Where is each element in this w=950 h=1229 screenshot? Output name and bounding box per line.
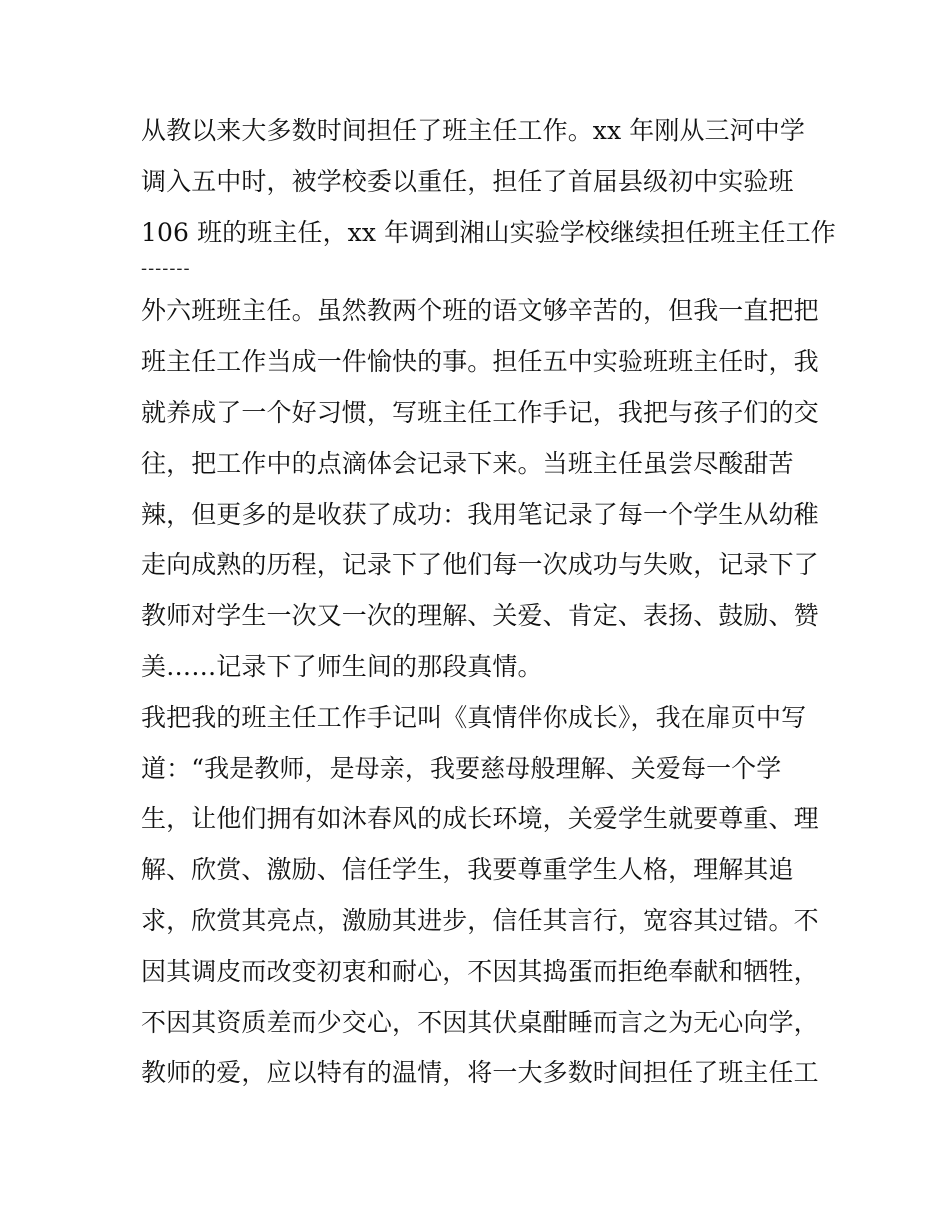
text-line: 辣，但更多的是收获了成功：我用笔记录了每一个学生从幼稚 [141,499,819,529]
text-line: 美……记录下了师生间的那段真情。 [141,651,543,681]
text-line: 解、欣赏、激励、信任学生，我要尊重学生人格，理解其追 [141,855,794,885]
separator-line: ------- [141,258,191,280]
body-text [141,106,836,1099]
text-line: 教师的爱，应以特有的温情，将一大多数时间担任了班主任工 [141,1058,819,1088]
text-line: 从教以来大多数时间担任了班主任工作。xx 年刚从三河中学 [141,116,805,145]
text-line: 外六班班主任。虽然教两个班的语文够辛苦的，但我一直把把 [141,296,819,326]
text-line: 走向成熟的历程，记录下了他们每一次成功与失败，记录下了 [141,550,819,580]
text-line: 就养成了一个好习惯，写班主任工作手记，我把与孩子们的交 [141,397,819,427]
text-line: 调入五中时，被学校委以重任，担任了首届县级初中实验班 [141,166,794,196]
text-line: 因其调皮而改变初衷和耐心，不因其捣蛋而拒绝奉献和牺牲， [141,956,819,986]
text-line: 教师对学生一次又一次的理解、关爱、肯定、表扬、鼓励、赞 [141,601,819,631]
text-line: 我把我的班主任工作手记叫《真情伴你成长》，我在扉页中写 [141,702,807,732]
text-line: 往，把工作中的点滴体会记录下来。当班主任虽尝尽酸甜苦 [141,448,794,478]
text-line: 班主任工作当成一件愉快的事。担任五中实验班班主任时，我 [141,347,819,377]
text-line: 生，让他们拥有如沐春风的成长环境，关爱学生就要尊重、理 [141,804,819,834]
text-line: 道：“我是教师，是母亲，我要慈母般理解、关爱每一个学 [141,753,782,783]
text-line: 求，欣赏其亮点，激励其进步，信任其言行，宽容其过错。不 [141,905,819,935]
text-line: 106 班的班主任，xx 年调到湘山实验学校继续担任班主任工作 [141,217,836,247]
text-line: 不因其资质差而少交心，不因其伏桌酣睡而言之为无心向学， [141,1007,819,1037]
